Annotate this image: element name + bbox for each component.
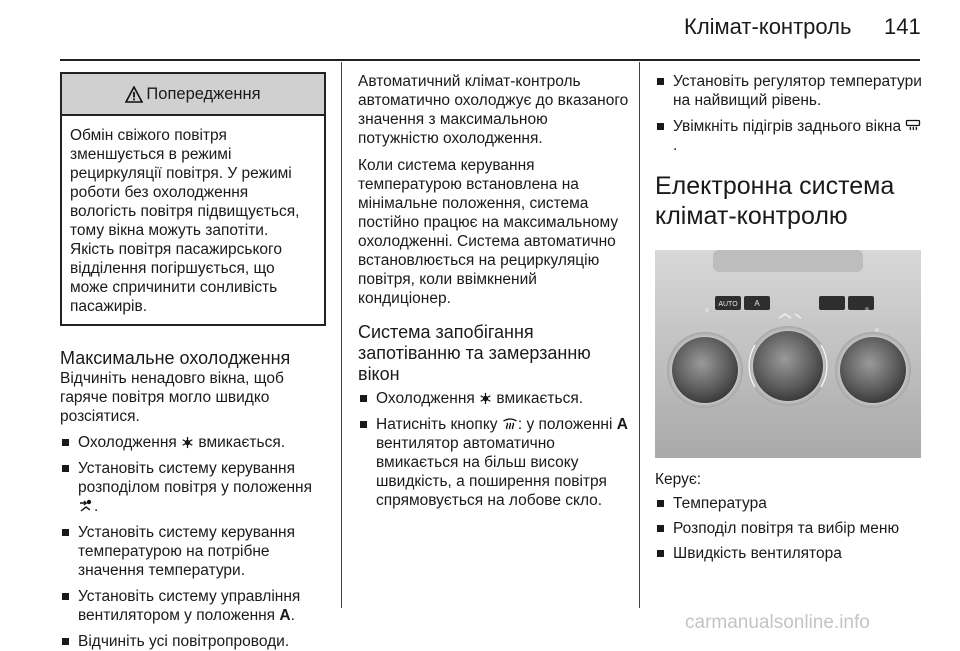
max-cooling-para-2: Коли система керування температурою встановлена на мінімальне положення, система постійно працює на максимальному охолодженні. Система автоматично встановлюється на рециркуляцію повітря, коли ввімкнений кондиціонер. (358, 157, 619, 307)
column-2 (358, 72, 630, 517)
controls-label: Керує: (655, 471, 702, 488)
snowflake-icon (181, 436, 194, 449)
list-item: Установіть систему керування температурою на потрібне значення температури. (60, 523, 326, 580)
air-distribution-icon (78, 499, 94, 513)
column-1 (60, 72, 326, 651)
column-3 (655, 72, 925, 563)
windshield-defrost-icon (502, 417, 518, 431)
list-item: Охолодження вмикається. (60, 433, 326, 452)
list-item: Натисніть кнопку : у положенні A вентилятор автоматично вмикається на більш високу швидкість, а поширення повітря спрямовується на лобове скло. (358, 415, 630, 510)
rear-window-heater-icon (905, 119, 921, 133)
warning-body: Обмін свіжого повітря зменшується в режимі рециркуляції повітря. У режимі роботи без охолодження вологість повітря підвищується, тому вікна можуть запотіти. Якість повітря пасажирського відділення погіршується, що може спричинити сонливість пасажирів. (70, 127, 300, 315)
list-item: Охолодження вмикається. (358, 389, 630, 408)
snowflake-icon (479, 392, 492, 405)
max-cooling-intro: Відчиніть ненадовго вікна, щоб гаряче повітря могло швидко розсіятися. (60, 370, 284, 425)
list-item: Температура (655, 494, 925, 513)
watermark: carmanualsonline.info (685, 612, 870, 633)
max-cooling-para-1: Автоматичний клімат-контроль автоматично охолоджує до вказаного значення з максимальною потужністю охолодження. (358, 73, 629, 147)
climate-control-panel-photo (655, 250, 921, 458)
list-item: Відчиніть усі повітропроводи. (60, 632, 326, 651)
list-item: Увімкніть підігрів заднього вікна . (655, 117, 925, 155)
photo-auto-label: AUTO (718, 301, 738, 308)
photo-a-label: A (754, 299, 760, 308)
warning-triangle-icon (125, 86, 143, 103)
column-divider-1 (341, 62, 342, 608)
page-header-title: Клімат-контроль (684, 14, 852, 39)
column-divider-2 (639, 62, 640, 608)
warning-header (62, 74, 324, 116)
section-heading-electronic: Електронна система клімат-контролю (655, 172, 895, 230)
list-item: Швидкість вентилятора (655, 544, 925, 563)
list-item: Установіть регулятор температури на найвищий рівень. (655, 72, 925, 110)
section-heading-defog: Система запобігання запотіванню та замерзанню вікон (358, 322, 591, 384)
list-item: Установіть систему керування розподілом повітря у положення . (60, 459, 326, 516)
header-rule (60, 59, 920, 61)
list-item: Розподіл повітря та вибір меню (655, 519, 925, 538)
page-number: 141 (884, 14, 921, 39)
warning-box (60, 72, 326, 326)
section-heading-max-cooling: Максимальне охолодження (60, 348, 291, 368)
warning-title: Попередження (146, 84, 261, 103)
list-item: Установіть систему управління вентилятором у положення A. (60, 587, 326, 625)
